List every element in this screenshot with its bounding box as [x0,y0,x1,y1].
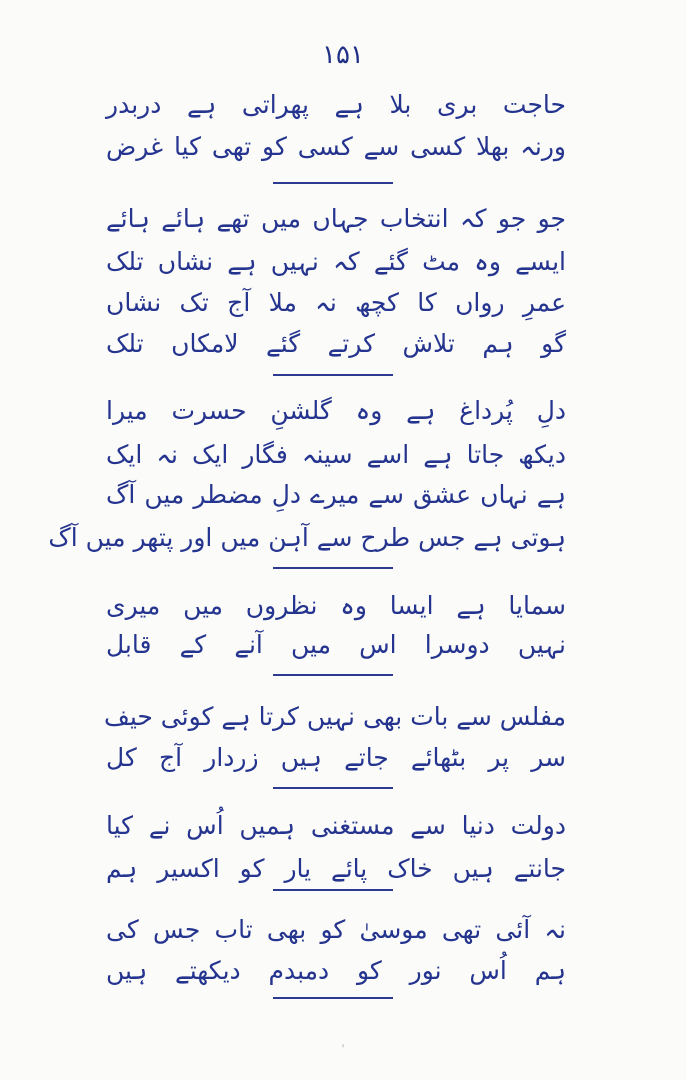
verse-line: ہم اُس نور کو دمبدم دیکھتے ہیں [106,956,566,985]
verse-line: مفلس سے بات بھی نہیں کرتا ہے کوئی حیف [103,702,566,731]
page-number: ۱۵۱ [322,40,364,70]
verse-line: جانتے ہیں خاک پائے یار کو اکسیر ہم [106,854,566,883]
page-footer-mark: ' [341,1042,345,1056]
verse-line: دولت دنیا سے مستغنی ہمیں اُس نے کیا [106,811,566,840]
verse-line: دلِ پُرداغ ہے وہ گلشنِ حسرت میرا [106,396,566,425]
verse-line: جو جو کہ انتخاب جہاں میں تھے ہائے ہائے [106,204,566,233]
verse-line: سر پر بٹھائے جاتے ہیں زردار آج کل [106,743,566,772]
verse-line: نہ آئی تھی موسیٰ کو بھی تاب جس کی [106,915,566,944]
stanza-divider [273,997,393,999]
stanza-divider [273,674,393,676]
verse-line: سمایا ہے ایسا وہ نظروں میں میری [106,591,566,620]
stanza-divider [273,374,393,376]
verse-line: نہیں دوسرا اس میں آنے کے قابل [106,630,566,659]
verse-line: ہوتی ہے جس طرح سے آہن میں اور پتھر میں آگ [48,523,566,552]
verse-line: عمرِ رواں کا کچھ نہ ملا آج تک نشاں [106,288,566,317]
stanza-divider [273,787,393,789]
verse-line: ہے نہاں عشق سے میرے دلِ مضطر میں آگ [106,480,566,509]
verse-line: گو ہم تلاش کرتے گئے لامکاں تلک [106,329,566,358]
verse-line: دیکھ جاتا ہے اسے سینہ فگار ایک نہ ایک [106,440,566,469]
stanza-divider [273,182,393,184]
verse-line: ایسے وہ مٹ گئے کہ نہیں ہے نشاں تلک [106,247,566,276]
stanza-divider [273,567,393,569]
stanza-divider [273,889,393,891]
verse-line: ورنہ بھلا کسی سے کسی کو تھی کیا غرض [106,132,566,161]
verse-line: حاجت بری بلا ہے پھراتی ہے دربدر [106,90,566,119]
